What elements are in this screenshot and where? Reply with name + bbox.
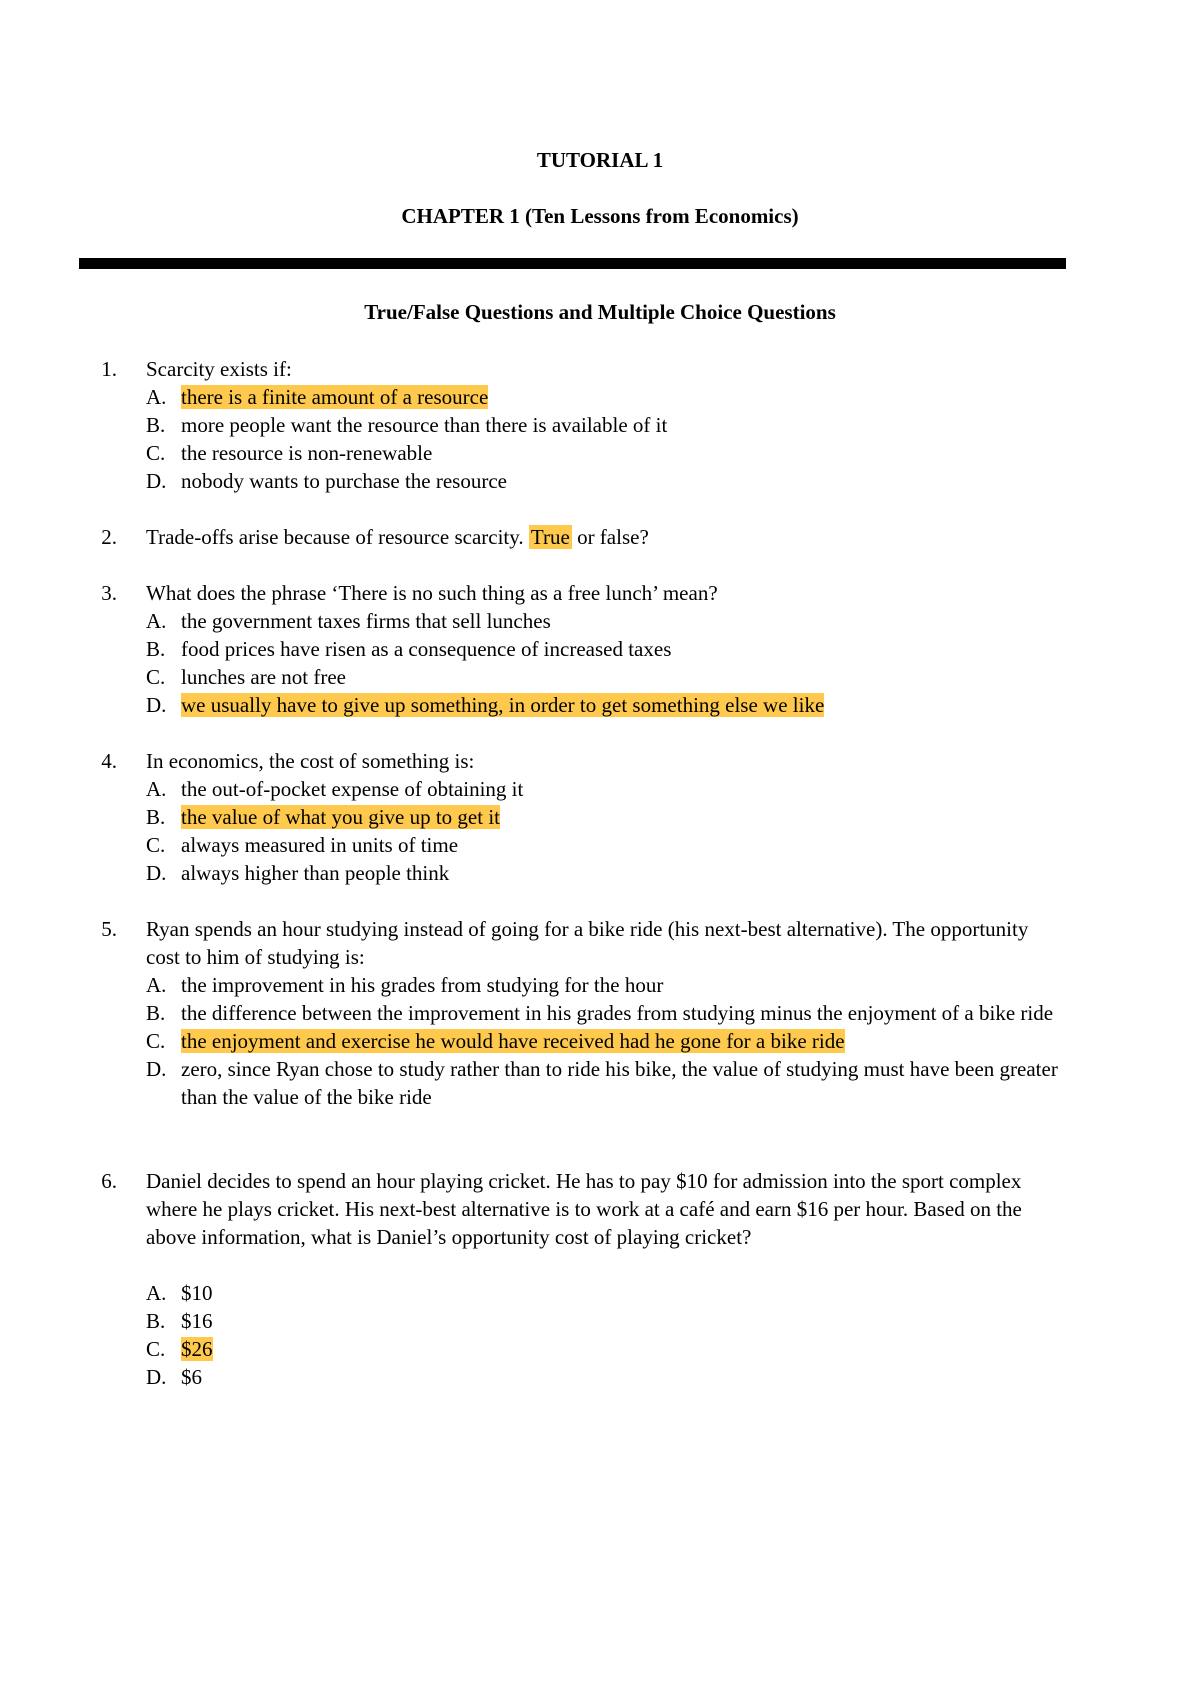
question-number: 4. (101, 749, 117, 773)
option-d: D. nobody wants to purchase the resource (146, 469, 507, 493)
option-c (146, 1335, 1066, 1363)
option-a: A. the government taxes firms that sell lunches (146, 609, 551, 633)
option-c: C. lunches are not free (146, 665, 346, 689)
question-number: 5. (101, 917, 117, 941)
highlighted-answer: C. $26 (146, 1337, 213, 1361)
option-text: always measured in units of time (181, 833, 459, 857)
option-d: D. zero, since Ryan chose to study rather than to ride his bike, the value of studying must have been greater than the value of the bike ride (146, 1057, 1058, 1109)
option-text: the enjoyment and exercise he would have received had he gone for a bike ride (181, 1029, 845, 1053)
option-d (146, 691, 1066, 719)
option-d: D. always higher than people think (146, 861, 450, 885)
option-text: $6 (181, 1365, 202, 1389)
option-b: B. food prices have risen as a consequence of increased taxes (146, 637, 672, 661)
option-b (146, 803, 1066, 831)
option-c: C. the resource is non-renewable (146, 441, 433, 465)
option-list (146, 775, 1066, 887)
option-a: A. the improvement in his grades from studying for the hour (146, 973, 664, 997)
question-text: Scarcity exists if: (146, 357, 292, 381)
option-c: C. always measured in units of time (146, 833, 459, 857)
option-text: $16 (181, 1309, 213, 1333)
option-list (146, 607, 1066, 719)
question-text: Trade-offs arise because of resource scarcity. True or false? (146, 525, 649, 549)
highlighted-answer: C. the enjoyment and exercise he would have received had he gone for a bike ride (146, 1029, 845, 1053)
option-c (146, 1027, 1066, 1055)
tutorial-title: TUTORIAL 1 (536, 148, 664, 172)
option-a: A. $10 (146, 1281, 213, 1305)
question-text: Ryan spends an hour studying instead of going for a bike ride (his next-best alternative). The opportunity cost to him of studying is: (146, 917, 1029, 969)
option-text: $26 (181, 1337, 213, 1361)
option-list (146, 383, 1066, 495)
option-text: food prices have risen as a consequence of increased taxes (181, 637, 672, 661)
chapter-title: CHAPTER 1 (Ten Lessons from Economics) (401, 204, 799, 228)
option-text: more people want the resource than there is available of it (181, 413, 668, 437)
highlighted-answer: A. there is a finite amount of a resource (146, 385, 489, 409)
question-number: 3. (101, 581, 117, 605)
section-title: True/False Questions and Multiple Choice Questions (364, 300, 836, 324)
option-b: B. more people want the resource than there is available of it (146, 413, 668, 437)
question-number: 1. (101, 357, 117, 381)
option-text: the difference between the improvement in his grades from studying minus the enjoyment of a bike ride (181, 1001, 1054, 1025)
highlighted-answer: B. the value of what you give up to get it (146, 805, 501, 829)
option-text: the value of what you give up to get it (181, 805, 501, 829)
question-text: In economics, the cost of something is: (146, 749, 475, 773)
highlighted-answer: True (530, 525, 570, 549)
option-d: D. $6 (146, 1365, 202, 1389)
option-list (146, 1279, 1066, 1391)
horizontal-rule (79, 258, 1066, 269)
option-b: B. the difference between the improvement in his grades from studying minus the enjoyment of a bike ride (146, 1001, 1054, 1025)
option-text: always higher than people think (181, 861, 450, 885)
option-a (146, 383, 1066, 411)
question-text: Daniel decides to spend an hour playing cricket. He has to pay $10 for admission into the sport complex where he plays cricket. His next-best alternative is to work at a café and earn $16 per hour. Based on the above information, what is Daniel’s opportunity cost of playing cricket? (146, 1169, 1022, 1249)
option-text: the improvement in his grades from studying for the hour (181, 973, 664, 997)
question-number: 6. (101, 1169, 117, 1193)
option-text: the out-of-pocket expense of obtaining it (181, 777, 524, 801)
option-text: we usually have to give up something, in order to get something else we like (181, 693, 825, 717)
option-text: there is a finite amount of a resource (181, 385, 489, 409)
question-text: What does the phrase ‘There is no such thing as a free lunch’ mean? (146, 581, 718, 605)
option-text: the resource is non-renewable (181, 441, 433, 465)
option-list (146, 971, 1066, 1111)
option-text: the government taxes firms that sell lunches (181, 609, 551, 633)
option-text: zero, since Ryan chose to study rather than to ride his bike, the value of studying must have been greater than the value of the bike ride (181, 1057, 1058, 1109)
option-text: nobody wants to purchase the resource (181, 469, 507, 493)
option-b: B. $16 (146, 1309, 213, 1333)
option-text: lunches are not free (181, 665, 346, 689)
highlighted-answer: D. we usually have to give up something, in order to get something else we like (146, 693, 825, 717)
question-number: 2. (101, 525, 117, 549)
option-a: A. the out-of-pocket expense of obtaining it (146, 777, 524, 801)
option-text: $10 (181, 1281, 213, 1305)
